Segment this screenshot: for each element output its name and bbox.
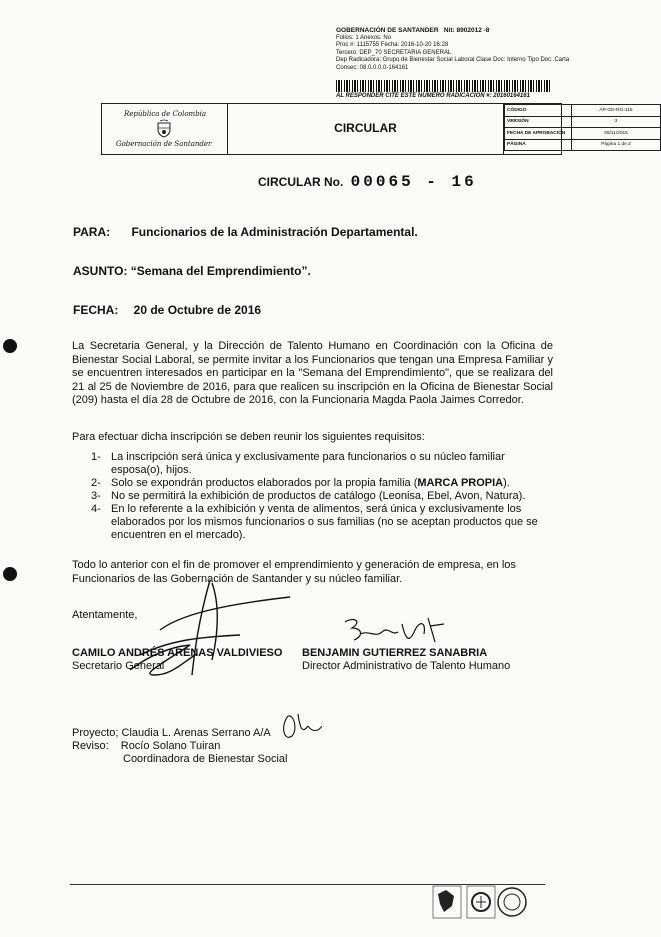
list-item-text: Solo se expondrán productos elaborados por la propia familia (: [111, 477, 418, 489]
santander-map-icon: [433, 886, 461, 918]
body-paragraph-1: La Secretaria General, y la Dirección de Talento Humano en Coordinación con la Oficina de Bienestar Social Laboral, se permite invitar a los Funcionarios que tengan una Empresa Familiar y se encuentren interesados en participar en la "Semana del Emprendimiento", que se realizara del 21 al 25 de Noviembre de 2016, para que realicen su inscripción en la Oficina de Bienestar Social (209) hasta el día 28 de Octubre de 2016, con la Funcionaria Magda Paola Jaimes Corredor.: [72, 340, 553, 406]
logo-line2: Gobernación de Santander: [116, 140, 212, 148]
gobernacion-logo: [102, 104, 228, 154]
requirements-list: [91, 451, 551, 542]
radicado-stamp: [336, 27, 581, 73]
pagina-label: PÁGINA: [505, 139, 572, 151]
doc-type-cell: [228, 104, 504, 154]
list-item-text: En lo referente a la exhibición y venta de alimentos, será única y exclusivamente los elaborados por los mismos funcionarios o sus familias (no se aceptan productos que se encuentren en el mercado).: [111, 503, 538, 541]
stamp-folios: Folios: 1 Anexos: No: [336, 34, 392, 41]
initials-handwriting: [278, 706, 328, 746]
list-item: [91, 490, 551, 503]
signer-1: [72, 647, 282, 673]
coat-of-arms-icon: [155, 120, 173, 138]
fecha-row: [73, 303, 261, 317]
version-value: 3: [572, 116, 661, 128]
reviso-line: [72, 740, 220, 753]
signer-1-role: Secretario General: [72, 660, 165, 672]
fecha-aprobacion-label: FECHA DE APROBACIÓN: [505, 128, 572, 140]
closing: Atentamente,: [72, 609, 138, 621]
asunto-label: ASUNTO:: [73, 264, 128, 278]
list-item-number: 3-: [91, 490, 101, 502]
icontec-seal-icon: [467, 886, 495, 918]
list-item: [91, 503, 551, 542]
list-item-number: 4-: [91, 503, 101, 515]
pagina-value: Página 1 de 2: [572, 139, 661, 151]
signer-2: [302, 647, 510, 673]
stamp-entity: GOBERNACIÓN DE SANTANDER: [336, 27, 439, 34]
document-header: [101, 103, 633, 155]
proyecto-label: Proyecto;: [72, 727, 119, 739]
stamp-proc: Proc #: 1115755 Fecha: 2016-10-20 16:28: [336, 42, 449, 49]
list-item-number: 2-: [91, 477, 101, 489]
list-item-text: No se permitirá la exhibición de productos de catálogo (Leonisa, Ebel, Avon, Natura).: [111, 490, 526, 502]
iqnet-seal-icon: [498, 888, 526, 916]
punch-hole-mark: [3, 339, 17, 353]
body-paragraph-2: Para efectuar dicha inscripción se deben reunir los siguientes requisitos:: [72, 431, 425, 443]
version-label: VERSIÓN: [505, 116, 572, 128]
list-item-text: La inscripción será única y exclusivamente para funcionarios o su núcleo familiar esposa(o), hijos.: [111, 451, 505, 476]
para-value: Funcionarios de la Administración Departamental.: [131, 225, 418, 239]
logo-line1: República de Colombia: [124, 110, 207, 118]
proyecto-value: Claudia L. Arenas Serrano A/A: [121, 727, 271, 739]
list-item-emphasis: MARCA PROPIA: [417, 477, 504, 489]
certification-logos: [432, 884, 530, 924]
list-item: [91, 451, 551, 477]
para-row: [73, 225, 418, 239]
circular-number-line: [258, 173, 477, 191]
reviso-value: Rocío Solano Tuiran: [120, 740, 221, 752]
asunto-value: “Semana del Emprendimiento”.: [130, 264, 311, 278]
body-paragraph-3: Todo lo anterior con el fin de promover el emprendimiento y generación de empresa, en los Funcionarios de las Gobernación de Santander y su núcleo familiar.: [72, 559, 516, 585]
codigo-label: CÓDIGO: [505, 105, 572, 117]
stamp-tercero: Tercero: DEP_70 SECRETARIA GENERAL: [336, 49, 452, 56]
reviso-label: Reviso:: [72, 740, 109, 752]
para-label: PARA:: [73, 225, 111, 239]
barcode: [336, 80, 552, 92]
proyecto-line: [72, 727, 271, 740]
punch-hole-mark: [3, 567, 17, 581]
stamp-cite: AL RESPONDER CITE ESTE NUMERO RADICACIÓN #: 20160164161: [336, 93, 530, 99]
asunto-row: [73, 264, 311, 278]
signer-2-role: Director Administrativo de Talento Humano: [302, 660, 511, 672]
circular-number: 00065 - 16: [350, 173, 477, 191]
signer-1-name: CAMILO ANDRÉS ARENAS VALDIVIESO: [72, 647, 283, 659]
fecha-value: 20 de Octubre de 2016: [133, 303, 262, 317]
list-item-number: 1-: [91, 451, 101, 463]
signer-2-name: BENJAMIN GUTIERREZ SANABRIA: [302, 647, 488, 659]
fecha-label: FECHA:: [73, 303, 119, 317]
stamp-dep: Dep Radicadora: Grupo de Bienestar Social Laboral Clase Doc: Interno Tipo Doc: Carta Consec: 08.0.0.0.0-164161: [336, 57, 570, 71]
circular-label: CIRCULAR No.: [258, 175, 344, 189]
list-item-text-end: ).: [503, 477, 510, 489]
stamp-nit: Nit: 8902012 -8: [443, 27, 490, 34]
codigo-value: AP-GD-RG-115: [572, 105, 661, 117]
fecha-aprobacion-value: 05/11/2015: [572, 128, 661, 140]
reviso-role: Coordinadora de Bienestar Social: [123, 753, 288, 765]
control-table: [504, 104, 661, 151]
signature-benjamin: [340, 612, 450, 648]
list-item: [91, 477, 551, 490]
doc-type: CIRCULAR: [334, 121, 397, 135]
